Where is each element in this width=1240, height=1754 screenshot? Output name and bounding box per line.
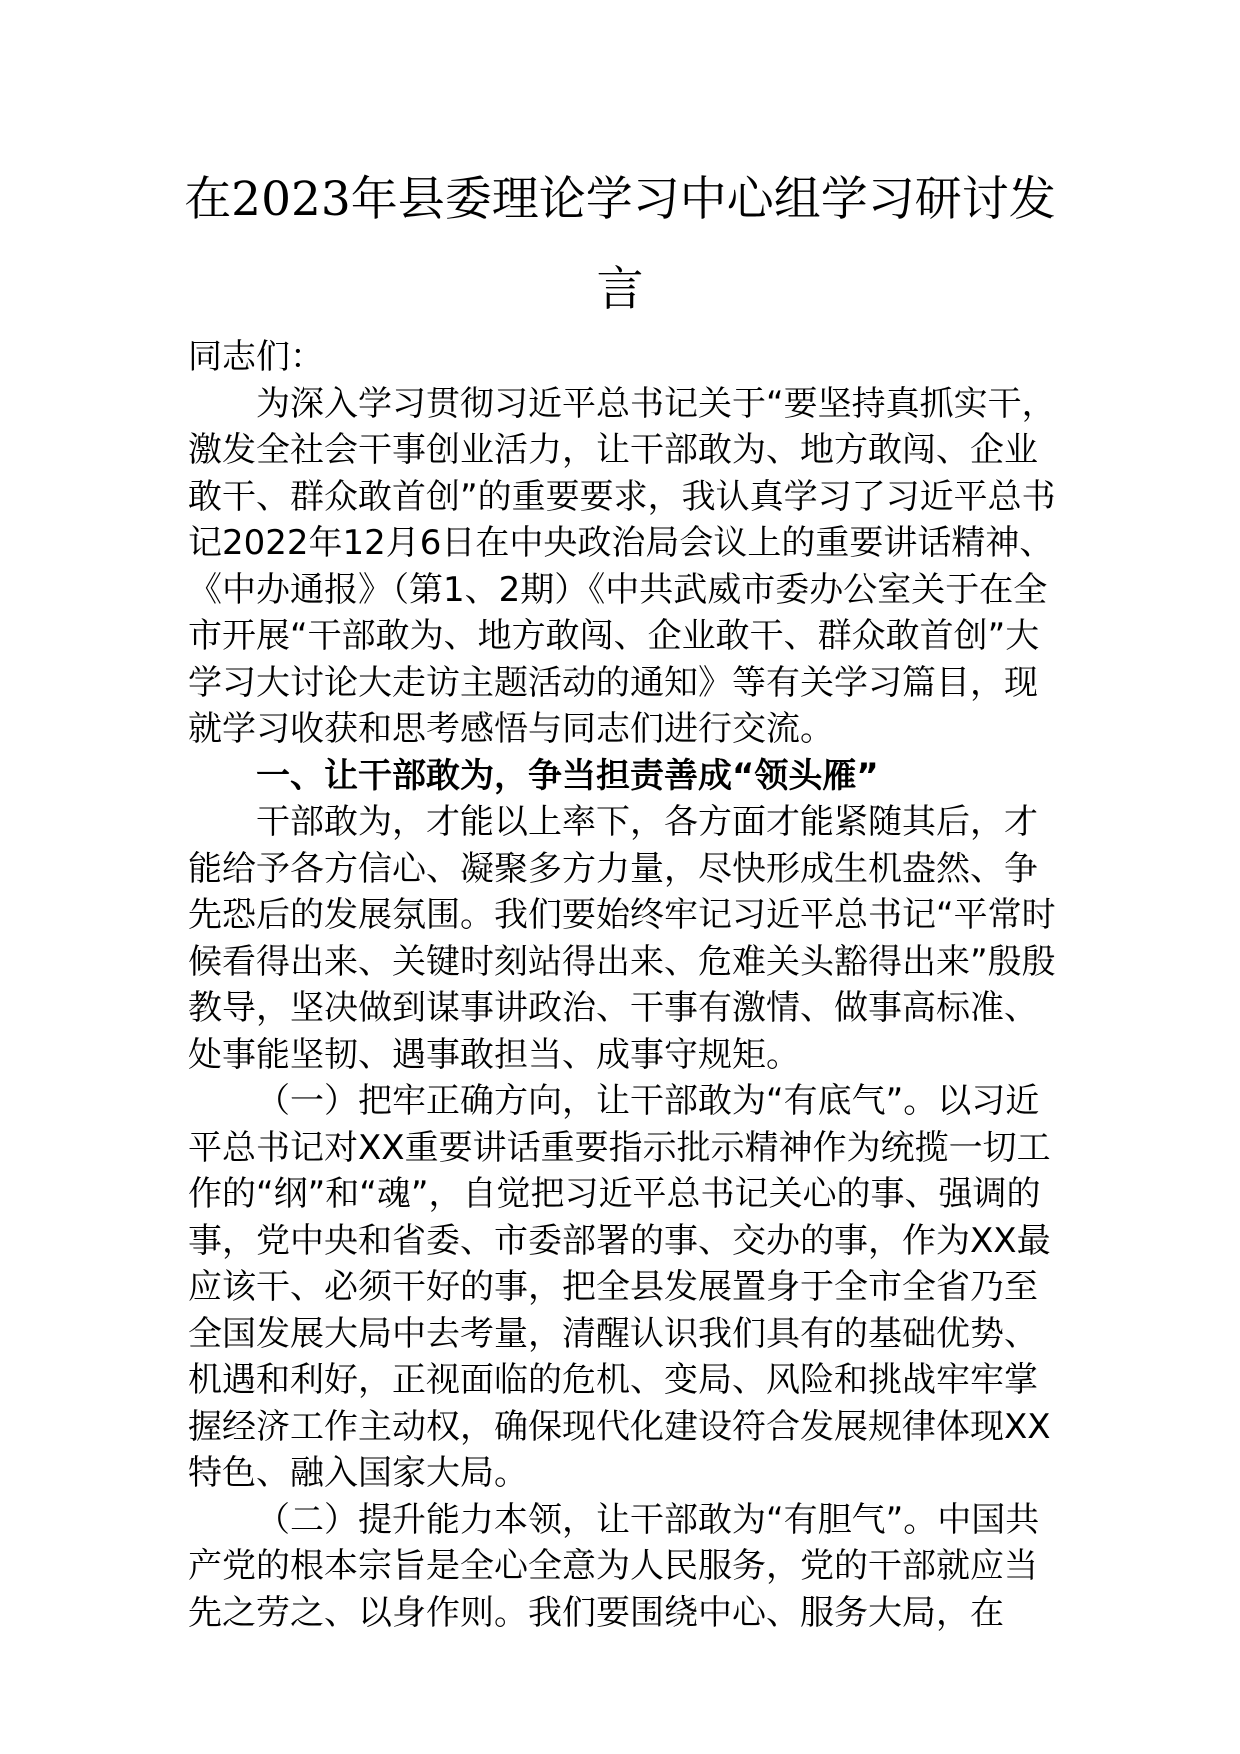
document-body <box>188 334 1068 1636</box>
salutation: 同志们： <box>188 337 324 377</box>
document-title-line-2: 言 <box>596 262 644 317</box>
section-1-paragraph: 干部敢为，才能以上率下，各方面才能紧随其后，才能给予各方信心、凝聚多方力量，尽快形成生机盎然、争先恐后的发展氛围。我们要始终牢记习近平总书记“平常时候看得出来、关键时刻站得出来、危难关头豁得出来”殷殷教导，坚决做到谋事讲政治、干事有激情、做事高标准、处事能坚韧、遇事敢担当、成事守规矩。 <box>188 802 1056 1075</box>
point-1-paragraph: （一）把牢正确方向，让干部敢为“有底气”。以习近平总书记对XX重要讲话重要指示批示精神作为统揽一切工作的“纲”和“魂”，自觉把习近平总书记关心的事、强调的事，党中央和省委、市委部署的事、交办的事，作为XX最应该干、必须干好的事，把全县发展置身于全市全省乃至全国发展大局中去考量，清醒认识我们具有的基础优势、机遇和利好，正视面临的危机、变局、风险和挑战牢牢掌握经济工作主动权，确保现代化建设符合发展规律体现XX特色、融入国家大局。 <box>188 1081 1051 1493</box>
point-2-paragraph: （二）提升能力本领，让干部敢为“有胆气”。中国共产党的根本宗旨是全心全意为人民服务，党的干部就应当先之劳之、以身作则。我们要围绕中心、服务大局，在 <box>188 1499 1040 1633</box>
section-1-heading: 一、让干部敢为，争当担责善成“领头雁” <box>256 755 879 796</box>
document-title-line-1: 在2023年县委理论学习中心组学习研讨发 <box>184 172 1056 227</box>
intro-paragraph: 为深入学习贯彻习近平总书记关于“要坚持真抓实干，激发全社会干事创业活力，让干部敢为、地方敢闯、企业敢干、群众敢首创”的重要要求，我认真学习了习近平总书记2022年12月6日在中央政治局会议上的重要讲话精神、《中办通报》（第1、2期）《中共武威市委办公室关于在全市开展“干部敢为、地方敢闯、企业敢干、群众敢首创”大学习大讨论大走访主题活动的通知》等有关学习篇目，现就学习收获和思考感悟与同志们进行交流。 <box>188 383 1056 749</box>
